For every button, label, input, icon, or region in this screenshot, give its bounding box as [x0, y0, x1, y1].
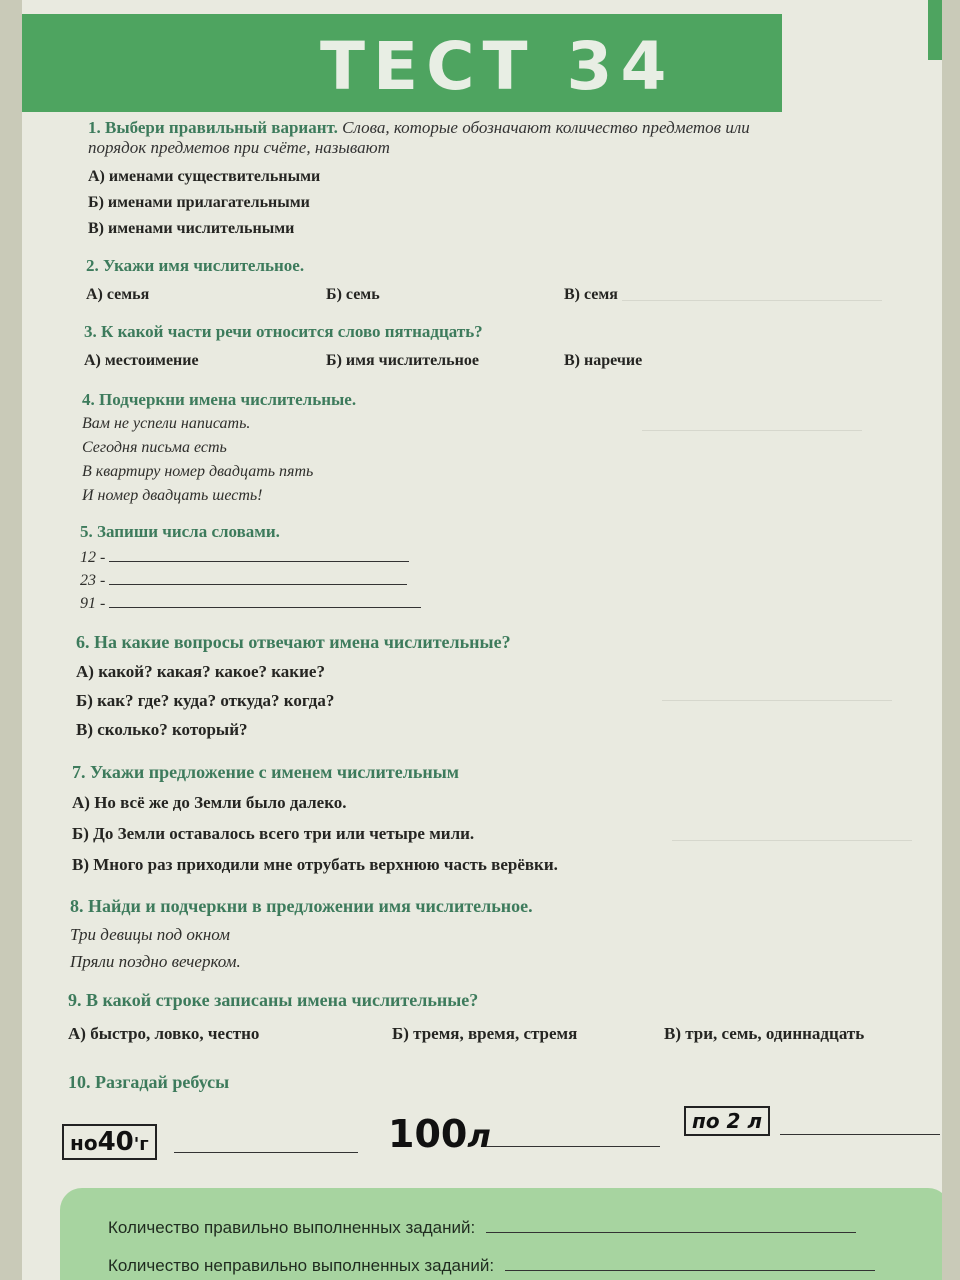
q10-heading: 10. Разгадай ребусы [68, 1072, 230, 1092]
q5-answer-line-2[interactable] [109, 570, 407, 585]
q9-option-a[interactable]: А) быстро, ловко, честно [68, 1024, 260, 1043]
q9-option-c[interactable]: В) три, семь, одиннадцать [664, 1024, 865, 1043]
page-title: ТЕСТ 34 [320, 28, 675, 105]
q4-heading: 4. Подчеркни имена числительные. [82, 390, 357, 409]
q1-option-b[interactable]: Б) именами прилагательными [88, 194, 310, 211]
q5-answer-line-3[interactable] [109, 593, 421, 608]
q7-option-a[interactable]: А) Но всё же до Земли было далеко. [72, 793, 347, 812]
rebus-3: по 2 л [684, 1106, 770, 1136]
rebus-1-part-c: 'г [133, 1134, 149, 1155]
q1-number: 1. [88, 118, 101, 137]
question-10 [68, 1072, 942, 1093]
q3-option-b[interactable]: Б) имя числительное [326, 352, 479, 369]
question-1 [88, 118, 942, 242]
incorrect-count-line[interactable] [505, 1256, 875, 1271]
rebus-2-answer-line[interactable] [486, 1132, 660, 1147]
q5-item-23: 23 - [80, 572, 106, 589]
q5-answer-line-1[interactable] [109, 547, 409, 562]
q4-line-3: В квартиру номер двадцать пять [82, 463, 314, 480]
q5-item-91: 91 - [80, 595, 106, 612]
test-sheet [22, 0, 942, 1280]
corner-accent [928, 0, 942, 60]
rebus-2-part-a: 100 [388, 1112, 468, 1156]
question-9 [68, 990, 942, 1047]
q1-text-1: Слова, которые обозначают количество предметов или [342, 118, 750, 137]
question-7 [72, 762, 942, 880]
q7-option-b[interactable]: Б) До Земли оставалось всего три или четыре мили. [72, 824, 475, 843]
q1-text-2: порядок предметов при счёте, называют [88, 138, 390, 157]
rebus-1 [62, 1124, 157, 1160]
q3-option-a[interactable]: А) местоимение [84, 352, 199, 369]
q1-heading: Выбери правильный вариант. [105, 118, 338, 137]
q2-option-a[interactable]: А) семья [86, 286, 150, 303]
q4-line-1: Вам не успели написать. [82, 415, 251, 432]
q1-option-a[interactable]: А) именами существительными [88, 168, 321, 185]
question-3 [84, 322, 942, 374]
q8-line-1: Три девицы под окном [70, 925, 230, 944]
correct-count-label: Количество правильно выполненных заданий: [108, 1218, 476, 1237]
question-6 [76, 632, 942, 744]
q5-item-12: 12 - [80, 549, 106, 566]
q7-heading: 7. Укажи предложение с именем числительным [72, 762, 460, 782]
q2-option-c[interactable]: В) семя [564, 286, 618, 303]
q6-option-b[interactable]: Б) как? где? куда? откуда? когда? [76, 691, 335, 710]
q3-option-c[interactable]: В) наречие [564, 352, 643, 369]
q2-heading: 2. Укажи имя числительное. [86, 256, 305, 275]
q9-heading: 9. В какой строке записаны имена числительные? [68, 990, 479, 1010]
rebus-3-answer-line[interactable] [780, 1120, 940, 1135]
question-5 [80, 522, 942, 615]
question-4 [82, 390, 942, 508]
q7-option-c[interactable]: В) Много раз приходили мне отрубать верхнюю часть верёвки. [72, 855, 558, 874]
q5-heading: 5. Запиши числа словами. [80, 522, 280, 541]
q6-heading: 6. На какие вопросы отвечают имена числительные? [76, 632, 511, 652]
rebus-2 [388, 1112, 491, 1156]
q1-option-c[interactable]: В) именами числительными [88, 220, 295, 237]
q8-heading: 8. Найди и подчеркни в предложении имя числительное. [70, 896, 533, 916]
q2-option-b[interactable]: Б) семь [326, 286, 380, 303]
q6-option-a[interactable]: А) какой? какая? какое? какие? [76, 662, 325, 681]
question-2 [86, 256, 942, 308]
results-panel [60, 1188, 942, 1280]
q6-option-c[interactable]: В) сколько? который? [76, 720, 248, 739]
q4-line-2: Сегодня письма есть [82, 439, 227, 456]
rebus-row [62, 1109, 942, 1168]
q3-heading: 3. К какой части речи относится слово пятнадцать? [84, 322, 483, 341]
rebus-1-answer-line[interactable] [174, 1138, 358, 1153]
incorrect-count-label: Количество неправильно выполненных заданий: [108, 1256, 495, 1275]
rebus-2-part-b: л [467, 1117, 491, 1155]
rebus-1-part-a: но [70, 1131, 98, 1155]
q9-option-b[interactable]: Б) тремя, время, стремя [392, 1024, 578, 1043]
q8-line-2: Пряли поздно вечерком. [70, 952, 241, 971]
rebus-1-part-b: 40 [97, 1127, 134, 1157]
question-8 [70, 896, 942, 975]
q4-line-4: И номер двадцать шесть! [82, 487, 263, 504]
correct-count-line[interactable] [486, 1218, 856, 1233]
